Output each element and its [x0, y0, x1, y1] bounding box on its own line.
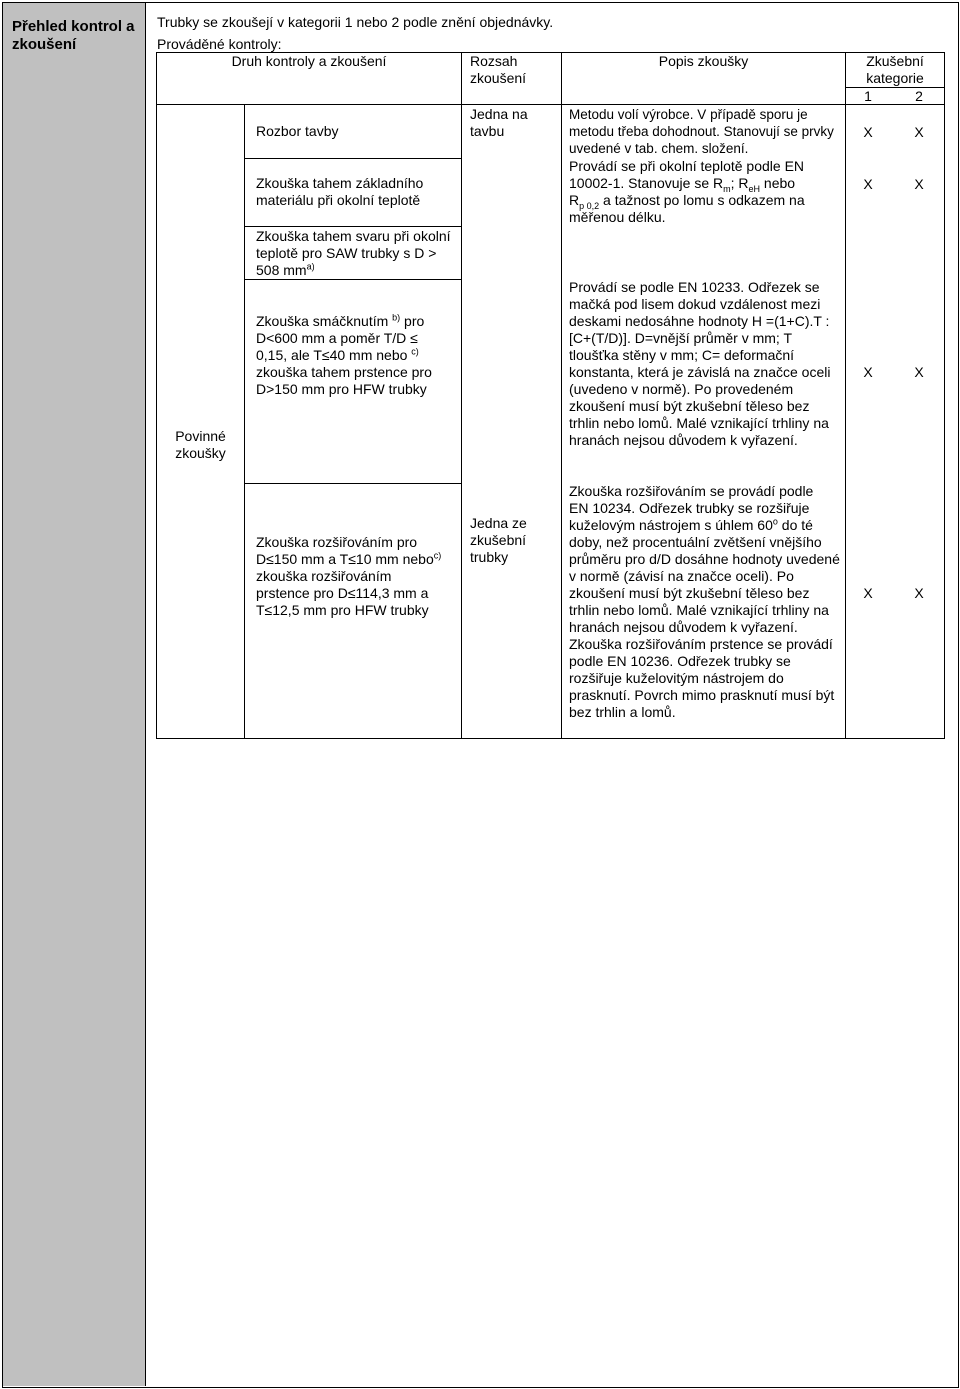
table-right-border	[944, 52, 945, 739]
row-description: Provádí se podle EN 10233. Odřezek se mačká pod lisem dokud vzdálenost mezi deskami nedosáhne hodnoty H =(1+C).T : [C+(T/D)]. D=vnější průměr v mm; T tloušťka stěny v mm; C= deformační konstanta, která je závislá na značce oceli (uvedeno v normě). Po provedeném zkoušení musí být zkušební těleso bez trhlin nebo lomů. Malé vznikající trhliny na hranách nejsou důvodem k vyřazení.	[569, 279, 831, 448]
category-2-mark: X	[914, 176, 924, 192]
row-description	[569, 158, 841, 226]
row-scope: Jedna ze zkušební trubky	[470, 515, 527, 565]
row-divider	[244, 226, 462, 227]
header-category-1: 1	[864, 88, 872, 104]
table-bottom-border	[156, 738, 944, 739]
header-scope: Rozsah zkoušení	[470, 53, 527, 86]
header-category-2: 2	[915, 88, 923, 104]
header-category: Zkušební kategorie	[866, 53, 924, 86]
column-divider	[845, 52, 846, 739]
column-divider	[244, 104, 245, 739]
category-2-mark: X	[914, 364, 924, 380]
description-line: 10002-1. Stanovuje se $R_m$; $R_{eH}$ nebo	[569, 175, 796, 194]
row-name: Zkouška tahem svaru při okolní teplotě pro SAW trubky s D > 508 $mm^{a)}$	[256, 228, 451, 278]
row-name: Zkouška tahem základního materiálu při okolní teplotě	[256, 175, 424, 208]
category-2-mark: X	[914, 124, 924, 140]
intro-line-2: Prováděné kontroly:	[157, 36, 282, 52]
row-divider	[244, 158, 462, 159]
category-1-mark: X	[863, 364, 873, 380]
description-line: $R_{p 0,2}$ a tažnost po lomu s odkazem na	[569, 192, 805, 211]
intro-line-1: Trubky se zkoušejí v kategorii 1 nebo 2 podle znění objednávky.	[157, 14, 554, 30]
header-description: Popis zkoušky	[658, 53, 749, 69]
description-line: Provádí se při okolní teplotě podle EN	[569, 158, 805, 174]
sidebar	[3, 3, 146, 1386]
row-divider	[244, 279, 462, 280]
row-name: Zkouška rozšiřováním pro D≤150 mm a T≤10 mm nebo$^{c)}$ zkouška rozšiřováním prstence pro D≤114,3 mm a T≤12,5 mm pro HFW trubky	[256, 534, 442, 618]
category-1-mark: X	[863, 176, 873, 192]
row-description: Zkouška rozšiřováním se provádí podle EN 10234. Odřezek trubky se rozšiřuje kuželovým nástrojem s úhlem 60$^o$ do té doby, než procentuální zvětšení vnějšího průměru pro d/D dosáhne hodnoty uvedené v normě (závisí na značce oceli). Po zkoušení musí být zkušební těleso bez trhlin nebo lomů. Malé vznikající trhliny na hranách nejsou důvodem k vyřazení. Zkouška rozšiřováním prstence se provádí podle EN 10236. Odřezek trubky se rozšiřuje kuželovitým nástrojem do prasknutí. Povrch mimo prasknutí musí být bez trhlin a lomů.	[569, 483, 840, 720]
row-scope: Jedna na tavbu	[470, 106, 528, 139]
header-type: Druh kontroly a zkoušení	[231, 53, 387, 69]
row-divider	[244, 483, 462, 484]
table-left-border	[156, 52, 157, 739]
row-name: Zkouška smáčknutím $^{b)}$ pro D<600 mm a poměr T/D ≤ 0,15, ale T≤40 mm nebo $^{c)}$ zkouška tahem prstence pro D>150 mm pro HFW trubky	[256, 312, 432, 397]
description-line: měřenou délku.	[569, 209, 666, 225]
category-1-mark: X	[863, 585, 873, 601]
group-label: Povinné zkoušky	[175, 428, 226, 461]
row-description: Metodu volí výrobce. V případě sporu je metodu třeba dohodnout. Stanovují se prvky uvedené v tab. chem. složení.	[569, 107, 834, 156]
sidebar-title: Přehled kontrol a zkoušení	[12, 18, 135, 53]
header-bottom-border	[156, 104, 944, 105]
column-divider	[461, 52, 462, 739]
row-name: Rozbor tavby	[256, 123, 339, 139]
category-1-mark: X	[863, 124, 873, 140]
category-2-mark: X	[914, 585, 924, 601]
column-divider	[561, 52, 562, 739]
